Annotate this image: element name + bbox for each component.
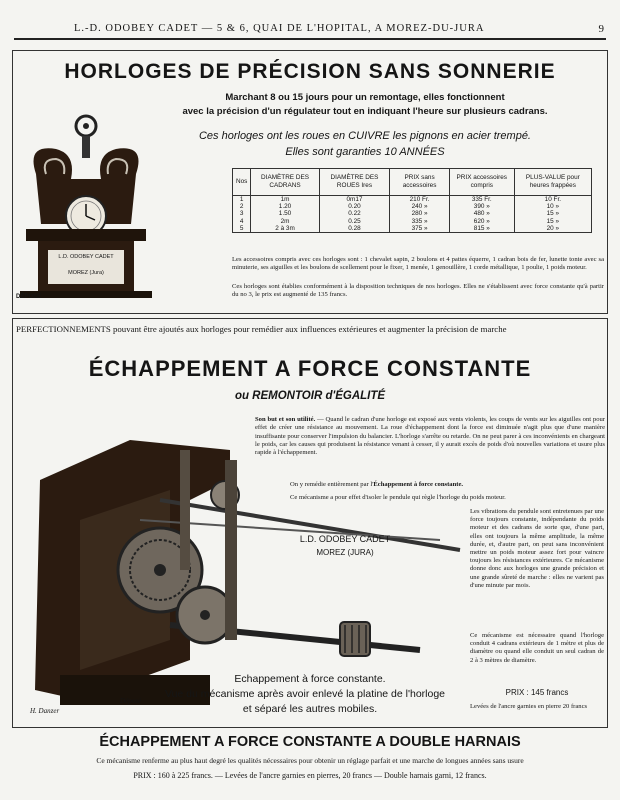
clock-plate-line-1: L.D. ODOBEY CADET — [58, 254, 114, 260]
remedy-bold: Échappement à force constante. — [373, 481, 464, 488]
constant-force-column: Les vibrations du pendule sont entretenues par une force toujours constante, indépendante du poids moteur et des cadrans de sorte que, d'une part, elles ont toujours la même amplitude, la même durée, et, d'autre part, on peut sans inconvénient mettre un poids moteur assez fort pour vaincre toujours les résistances extérieures. Ce mécanisme donne donc aux horloges une grande précision et une grande sûreté de marche : elles ne varient pas d'une minute par mois. — [470, 508, 604, 589]
publisher-line: L.-D. ODOBEY CADET — 5 & 6, QUAI DE L'HOPITAL, A MOREZ-DU-JURA — [74, 23, 485, 34]
section3-text: Ce mécanisme renferme au plus haut degré les qualités nécessaires pour obtenir un réglage parfait et une marche de longues années sans usure — [96, 756, 524, 765]
caption-line-2: Vue du mécanisme après avoir enlevé la platine de l'horloge — [164, 688, 446, 700]
spec-cell: 1.50 — [251, 210, 319, 217]
depose-label-1: DÉPOSÉ — [16, 294, 42, 300]
section1-subtitle-1: Marchant 8 ou 15 jours pour un remontage, elles fonctionnent — [225, 92, 505, 103]
spec-table — [233, 169, 591, 232]
section2-subtitle: ou REMONTOIR d'ÉGALITÉ — [234, 390, 386, 402]
mechanism-price: PRIX : 145 francs — [505, 688, 569, 697]
precision-clock-illustration — [16, 104, 156, 304]
spec-col-surcharge: PLUS-VALUE pour heures frappées — [514, 169, 591, 196]
section1-subtitle-2: avec la précision d'un régulateur tout en indiquant l'heure sur plusieurs cadrans. — [182, 106, 548, 117]
caption-line-3: et séparé les autres mobiles. — [242, 703, 378, 715]
spec-cell: 390 » — [449, 203, 514, 210]
spec-cell: 280 » — [390, 210, 450, 217]
purpose-text: — Quand le cadran d'une horloge est exposé aux vents violents, les coups de vents sur les aiguilles ont pour effet de créer une résistance au mouvement. La roue d'échappement dont la force est diminuée n'agit plus que d'une manière insuffisante pour conserver l'impulsion du balancier. L'horloge s'arrête ou retarde. On ne peut parer à ces inconvénients en chargeant le poids, car les causes qui produisent la résistance venant à cesser, il y aurait excès de poids d'où nouvelles variations et usure plus rapide à l'échappement. — [255, 416, 605, 457]
spec-cell: 0.22 — [319, 210, 390, 217]
spec-table-header-row — [233, 169, 591, 196]
spec-row — [233, 218, 591, 225]
clock-plate-line-2: MOREZ (Jura) — [68, 270, 104, 276]
spec-row — [233, 225, 591, 232]
spec-col-price-without: PRIX sans accessoires — [390, 169, 450, 196]
spec-col-number: Nos — [233, 169, 251, 196]
spec-cell: 15 » — [514, 218, 591, 225]
caption-line-1: Echappement à force constante. — [234, 673, 386, 685]
spec-cell: 0m17 — [319, 196, 390, 204]
spec-cell: 3 — [239, 210, 244, 218]
purpose-heading: Son but et son utilité. — [255, 416, 316, 423]
spec-cell: 2m — [251, 218, 319, 225]
section1-title: HORLOGES DE PRÉCISION SANS SONNERIE — [64, 60, 556, 83]
remedy-prefix: On y remédie entièrement par l' — [290, 481, 374, 488]
spec-cell: 15 » — [514, 210, 591, 217]
spec-cell: 5 — [239, 224, 244, 232]
spec-cell: 0.25 — [319, 218, 390, 225]
spec-cell: 620 » — [449, 218, 514, 225]
mechanism-plate-line-1: L.D. ODOBEY CADET — [299, 534, 391, 544]
spec-cell: 0.28 — [319, 225, 390, 232]
section2-title: ÉCHAPPEMENT A FORCE CONSTANTE — [88, 356, 532, 381]
section3-title: ÉCHAPPEMENT A FORCE CONSTANTE A DOUBLE HARNAIS — [99, 734, 521, 750]
spec-cell: 815 » — [449, 225, 514, 232]
spec-cell: 2 — [239, 203, 244, 211]
spec-col-wheel-diameter: DIAMÈTRE DES ROUES Ires — [319, 169, 390, 196]
spec-cell: 375 » — [390, 225, 450, 232]
mechanism-intro: Ce mécanisme a pour effet d'isoler le pendule qui règle l'horloge du poids moteur. — [290, 494, 506, 501]
mechanism-plate-line-2: MOREZ (JURA) — [316, 548, 374, 557]
conformity-text: Ces horloges sont établies conformément à la disposition techniques de nos horloges. Elles ne s'établissent avec force constante qu'à partir du no 3, le prix est augmenté de 135 francs. — [232, 283, 604, 298]
spec-cell: 335 » — [390, 218, 450, 225]
spec-table-box — [232, 168, 592, 233]
spec-cell: 240 » — [390, 203, 450, 210]
spec-col-price-with: PRIX accessoires compris — [449, 169, 514, 196]
spec-row — [233, 196, 591, 204]
spec-cell: 0.20 — [319, 203, 390, 210]
spec-cell: 20 » — [514, 225, 591, 232]
spec-cell: 1.20 — [251, 203, 319, 210]
page-number: 9 — [598, 23, 604, 35]
spec-cell: 10 » — [514, 203, 591, 210]
section3-prices: PRIX : 160 à 225 francs. — Levées de l'ancre garnies en pierres, 20 francs — Double harnais garni, 12 francs. — [133, 771, 487, 780]
accessories-text: Les accessoires compris avec ces horloges sont : 1 chevalet sapin, 2 boulons et 4 pattes équerre, 1 cadran bois de fer, lunette tonte avec sa minuterie, ses aiguilles et les boulons de scellement pour le fixer, 1 menée, 1 genouillère, 1 corde métallique, 1 poulie, 1 poids moteur. — [232, 256, 604, 271]
spec-cell: 210 Fr. — [390, 196, 450, 204]
spec-cell: 1 — [239, 196, 244, 203]
spec-row — [233, 203, 591, 210]
header-rule — [14, 38, 606, 40]
improvements-intro: PERFECTIONNEMENTS pouvant être ajoutés aux horloges pour remédier aux influences extérieures et augmenter la précision de marche — [16, 324, 507, 334]
materials-line: Ces horloges ont les roues en CUIVRE les pignons en acier trempé. — [198, 130, 531, 142]
spec-cell: 480 » — [449, 210, 514, 217]
engraver-signature: H. Danzer — [30, 707, 60, 715]
page-header — [14, 20, 606, 40]
guarantee-line: Elles sont garanties 10 ANNÉES — [285, 146, 445, 158]
necessity-text: Ce mécanisme est nécessaire quand l'horloge conduit 4 cadrans extérieurs de 1 mètre et plus de diamètre ou quand elle conduit un seul cadran de 2 à 3 mètres de diamètre. — [470, 632, 604, 664]
spec-cell: 335 Fr. — [449, 196, 514, 204]
spec-row — [233, 210, 591, 217]
depose-label-2: Déposé — [120, 697, 141, 705]
spec-cell: 2 à 3m — [251, 225, 319, 232]
levees-price: Levées de l'ancre garnies en pierre 20 francs — [470, 703, 588, 710]
spec-col-dial-diameter: DIAMÈTRE DES CADRANS — [251, 169, 319, 196]
spec-cell: 1m — [251, 196, 319, 204]
spec-cell: 10 Fr. — [514, 196, 591, 204]
spec-cell: 4 — [239, 217, 244, 225]
